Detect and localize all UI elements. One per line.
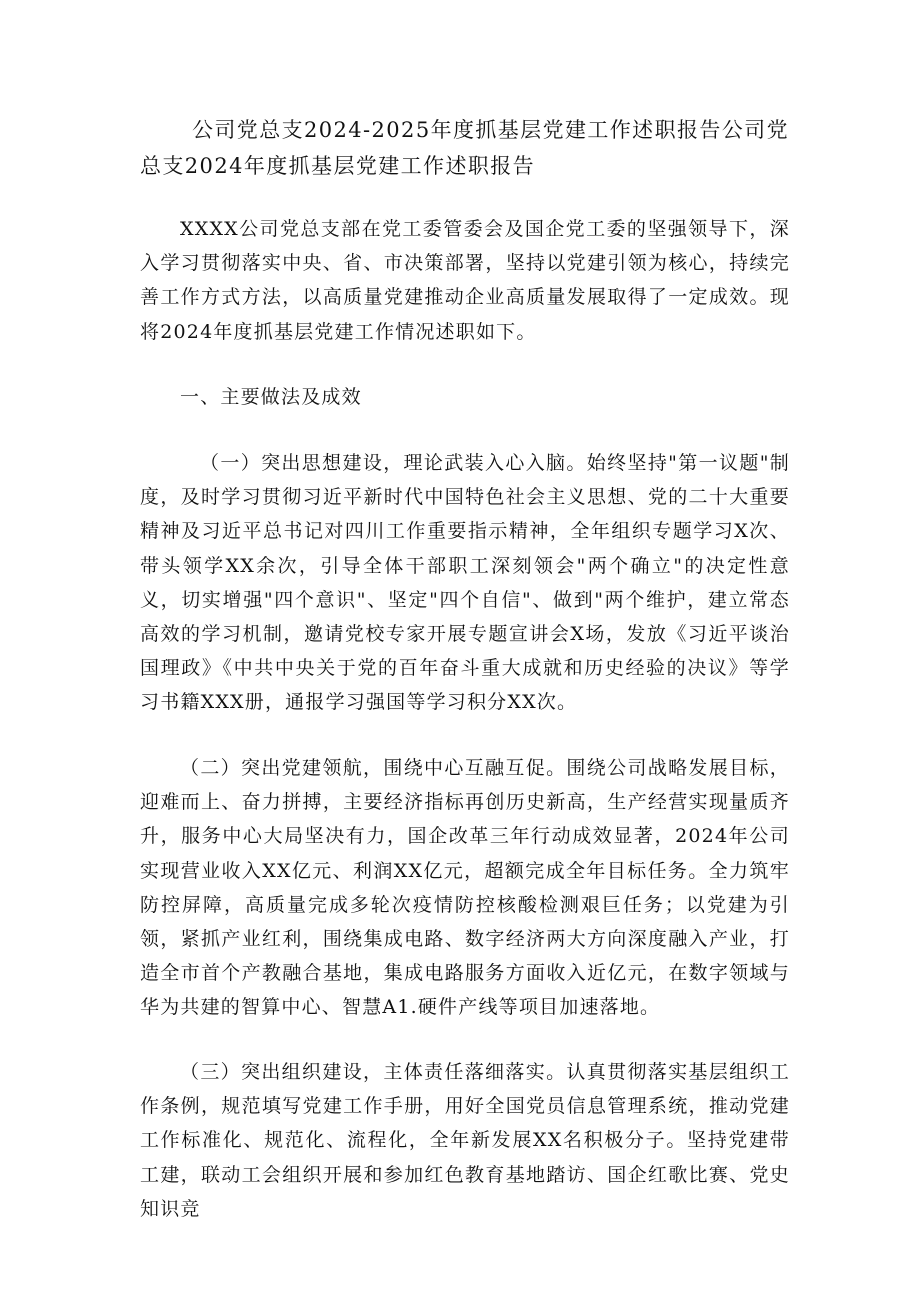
paragraph-1: （一）突出思想建设，理论武装入心入脑。始终坚持"第一议题"制度，及时学习贯彻习近平新时代中国特色社会主义思想、党的二十大重要精神及习近平总书记对四川工作重要指示精神，全年组织专题学习X次、带头领学XX余次，引导全体干部职工深刻领会"两个确立"的决定性意义，切实增强"四个意识"、坚定"四个自信"、做到"两个维护，建立常态高效的学习机制，邀请党校专家开展专题宣讲会X场，发放《习近平谈治国理政》《中共中央关于党的百年奋斗重大成就和历史经验的决议》等学习书籍XXX册，通报学习强国等学习积分XX次。 [140,452,790,714]
intro-paragraph: XXXX公司党总支部在党工委管委会及国企党工委的坚强领导下，深入学习贯彻落实中央、省、市决策部署，坚持以党建引领为核心，持续完善工作方式方法，以高质量党建推动企业高质量发展取得了一定成效。现将2024年度抓基层党建工作情况述职如下。 [140,218,790,343]
document-title: 公司党总支2024-2025年度抓基层党建工作述职报告公司党总支2024年度抓基层党建工作述职报告 [140,118,789,178]
section-heading: 一、主要做法及成效 [180,386,362,408]
paragraph-3: （三）突出组织建设，主体责任落细落实。认真贯彻落实基层组织工作条例，规范填写党建工作手册，用好全国党员信息管理系统，推动党建工作标准化、规范化、流程化，全年新发展XX名积极分子。坚持党建带工建，联动工会组织开展和参加红色教育基地踏访、国企红歌比赛、党史知识竞 [140,1061,790,1220]
paragraph-2: （二）突出党建领航，围绕中心互融互促。围绕公司战略发展目标，迎难而上、奋力拼搏，主要经济指标再创历史新高，生产经营实现量质齐升，服务中心大局坚决有力，国企改革三年行动成效显著，2024年公司实现营业收入XX亿元、利润XX亿元，超额完成全年目标任务。全力筑牢防控屏障，高质量完成多轮次疫情防控核酸检测艰巨任务；以党建为引领，紧抓产业红利，围绕集成电路、数字经济两大方向深度融入产业，打造全市首个产教融合基地，集成电路服务方面收入近亿元，在数字领域与华为共建的智算中心、智慧A1.硬件产线等项目加速落地。 [140,757,790,1019]
